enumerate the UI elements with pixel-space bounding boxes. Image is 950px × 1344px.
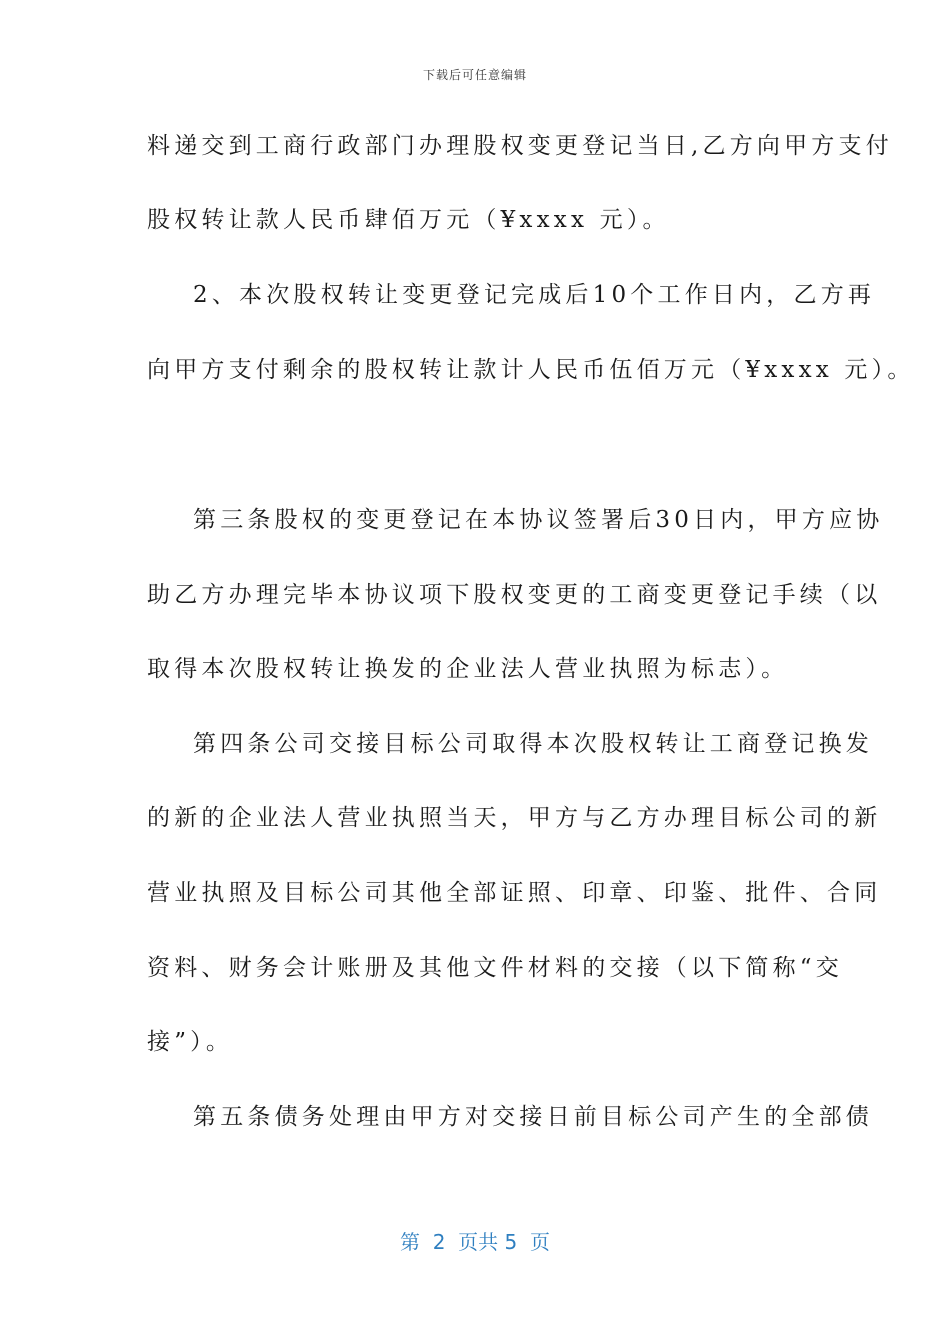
page-header: 下载后可任意编辑 bbox=[422, 68, 527, 82]
body-line-3: 2、本次股权转让变更登记完成后10个工作日内，乙方再 bbox=[193, 282, 876, 308]
body-line-8: 第四条公司交接目标公司取得本次股权转让工商登记换发 bbox=[193, 731, 873, 757]
body-line-10: 营业执照及目标公司其他全部证照、印章、印鉴、批件、合同 bbox=[147, 880, 882, 906]
body-line-7: 取得本次股权转让换发的企业法人营业执照为标志）。 bbox=[147, 656, 789, 682]
body-line-6: 助乙方办理完毕本协议项下股权变更的工商变更登记手续（以 bbox=[147, 582, 882, 608]
body-line-2: 股权转让款人民币肆佰万元（¥xxxx 元）。 bbox=[147, 207, 670, 233]
body-line-5: 第三条股权的变更登记在本协议签署后30日内，甲方应协 bbox=[193, 507, 884, 533]
body-line-1: 料递交到工商行政部门办理股权变更登记当日,乙方向甲方支付 bbox=[147, 133, 893, 159]
page-number-footer: 第 2 页共 5 页 bbox=[400, 1230, 550, 1254]
body-line-4: 向甲方支付剩余的股权转让款计人民币伍佰万元（¥xxxx 元）。 bbox=[147, 357, 915, 383]
body-line-11: 资料、财务会计账册及其他文件材料的交接（以下简称“交 bbox=[147, 955, 843, 981]
body-line-13: 第五条债务处理由甲方对交接日前目标公司产生的全部债 bbox=[193, 1104, 873, 1130]
body-line-12: 接”）。 bbox=[147, 1029, 234, 1055]
body-line-9: 的新的企业法人营业执照当天，甲方与乙方办理目标公司的新 bbox=[147, 805, 882, 831]
